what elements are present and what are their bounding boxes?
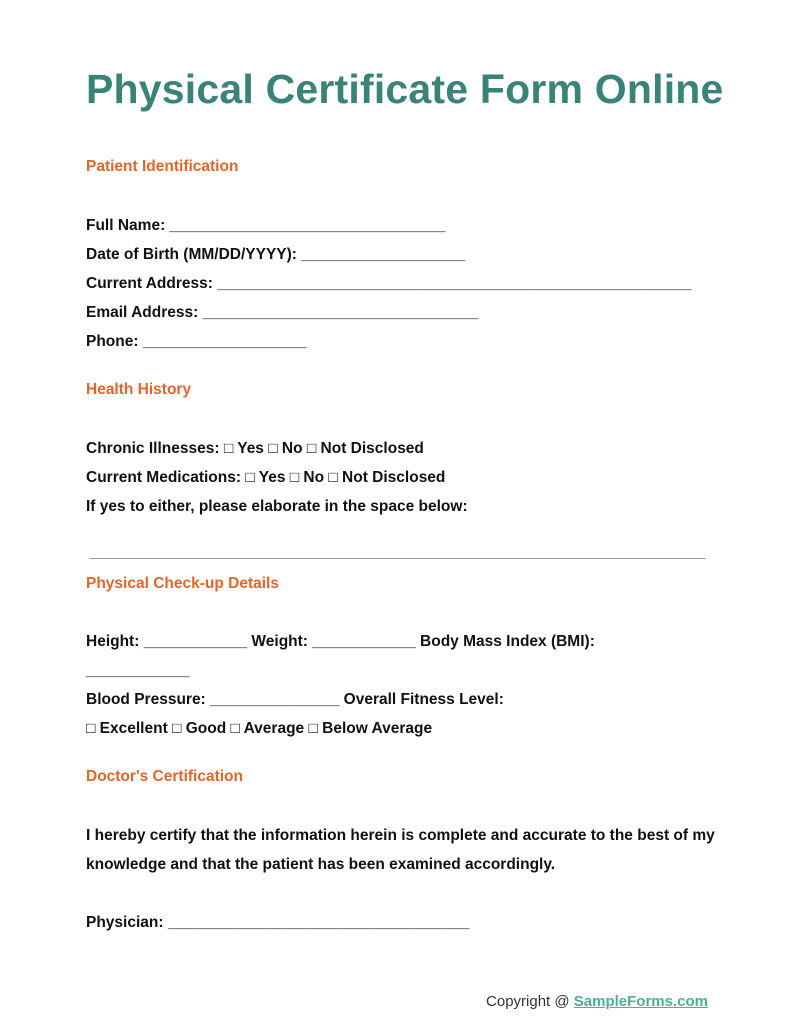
health-history-heading: Health History [86, 381, 192, 398]
email-address-field[interactable]: Email Address: ________________________________ [86, 304, 479, 321]
current-address-field[interactable]: Current Address: _______________________________________________________ [86, 275, 692, 292]
current-medications-options[interactable]: Current Medications: □ Yes □ No □ Not Disclosed [86, 469, 446, 486]
copyright-prefix: Copyright @ [486, 993, 574, 1010]
patient-identification-heading: Patient Identification [86, 158, 239, 175]
physician-signature-field[interactable]: Physician: ___________________________________ [86, 914, 470, 931]
height-weight-bmi-fields[interactable]: Height: ____________ Weight: ____________ Body Mass Index (BMI): [86, 633, 595, 650]
elaborate-instruction: If yes to either, please elaborate in the space below: [86, 498, 468, 515]
checkup-details-heading: Physical Check-up Details [86, 575, 279, 592]
chronic-illnesses-options[interactable]: Chronic Illnesses: □ Yes □ No □ Not Disclosed [86, 440, 424, 457]
certification-statement: I hereby certify that the information herein is complete and accurate to the best of my knowledge and that the patient has been examined accordingly. [86, 827, 715, 873]
bmi-blank[interactable]: ____________ [86, 662, 190, 679]
blood-pressure-fitness-fields[interactable]: Blood Pressure: _______________ Overall Fitness Level: [86, 691, 504, 708]
doctor-certification-heading: Doctor's Certification [86, 768, 243, 785]
elaboration-line[interactable] [90, 558, 706, 559]
date-of-birth-field[interactable]: Date of Birth (MM/DD/YYYY): ___________________ [86, 246, 466, 263]
copyright-footer [486, 993, 708, 1010]
sampleforms-link[interactable]: SampleForms.com [573, 993, 708, 1010]
phone-field[interactable]: Phone: ___________________ [86, 333, 307, 350]
full-name-field[interactable]: Full Name: ________________________________ [86, 217, 446, 234]
page-title: Physical Certificate Form Online [86, 66, 724, 112]
fitness-level-options[interactable]: □ Excellent □ Good □ Average □ Below Average [86, 720, 433, 737]
